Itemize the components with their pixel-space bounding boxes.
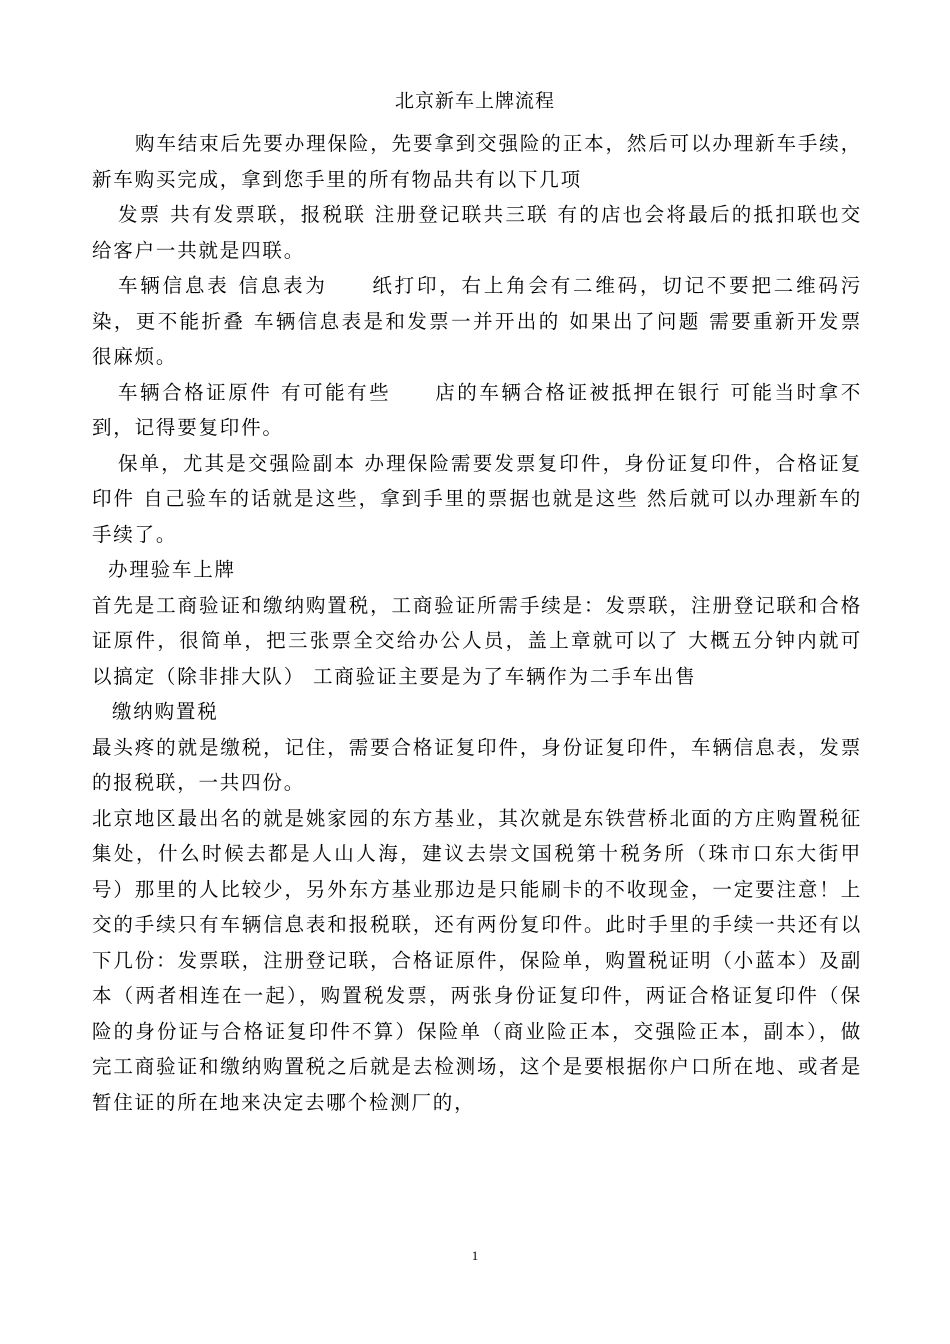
paragraph-invoice: 发票 共有发票联，报税联 注册登记联共三联 有的店也会将最后的抵扣联也交给客户一共就是四联。 (92, 203, 862, 262)
paragraph-tax-documents: 最头疼的就是缴税，记住，需要合格证复印件，身份证复印件，车辆信息表，发票的报税联，一共四份。 (92, 735, 862, 794)
paragraph-tax-locations: 北京地区最出名的就是姚家园的东方基业，其次就是东铁营桥北面的方庄购置税征集处，什么时候去都是人山人海，建议去崇文国税第十税务所（珠市口东大街甲 号）那里的人比较少，另外东方基业那边是只能刷卡的不收现金，一定要注意！上交的手续只有车辆信息表和报税联，还有两份复印件。此时手里的手续一共还有以下几份：发票联，注册登记联，合格证原件，保险单，购置税证明（小蓝本）及副本（两者相连在一起），购置税发票，两张身份证复印件，两证合格证复印件（保险的身份证与合格证复印件不算）保险单（商业险正本，交强险正本，副本），做完工商验证和缴纳购置税之后就是去检测场，这个是要根据你户口所在地、或者是暂住证的所在地来决定去哪个检测厂的， (92, 806, 905, 1114)
page-title: 北京新车上牌流程 (394, 90, 555, 112)
paragraph-business-verification: 首先是工商验证和缴纳购置税，工商验证所需手续是：发票联，注册登记联和合格证原件，很简单，把三张票全交给办公人员，盖上章就可以了 大概五分钟内就可以搞定（除非排大队） 工商验证主要是为了车辆作为二手车出售 (92, 593, 862, 688)
paragraph-vehicle-info-sheet: 车辆信息表 信息表为 纸打印，右上角会有二维码，切记不要把二维码污染，更不能折叠 车辆信息表是和发票一并开出的 如果出了问题 需要重新开发票 很麻烦。 (92, 274, 862, 368)
paragraph-certificate: 车辆合格证原件 有可能有些 店的车辆合格证被抵押在银行 可能当时拿不到，记得要复印件。 (92, 380, 862, 439)
page-number: 1 (471, 1248, 479, 1263)
paragraph-insurance-policy: 保单，尤其是交强险副本 办理保险需要发票复印件，身份证复印件，合格证复印件 自己验车的话就是这些，拿到手里的票据也就是这些 然后就可以办理新车的手续了。 (92, 451, 862, 546)
section-heading-purchase-tax: 缴纳购置税 (112, 700, 219, 723)
document-body (92, 126, 905, 1120)
paragraph-purchase-intro: 购车结束后先要办理保险，先要拿到交强险的正本，然后可以办理新车手续，新车购买完成，拿到您手里的所有物品共有以下几项 (92, 132, 862, 191)
section-heading-inspection: 办理验车上牌 (108, 558, 236, 581)
